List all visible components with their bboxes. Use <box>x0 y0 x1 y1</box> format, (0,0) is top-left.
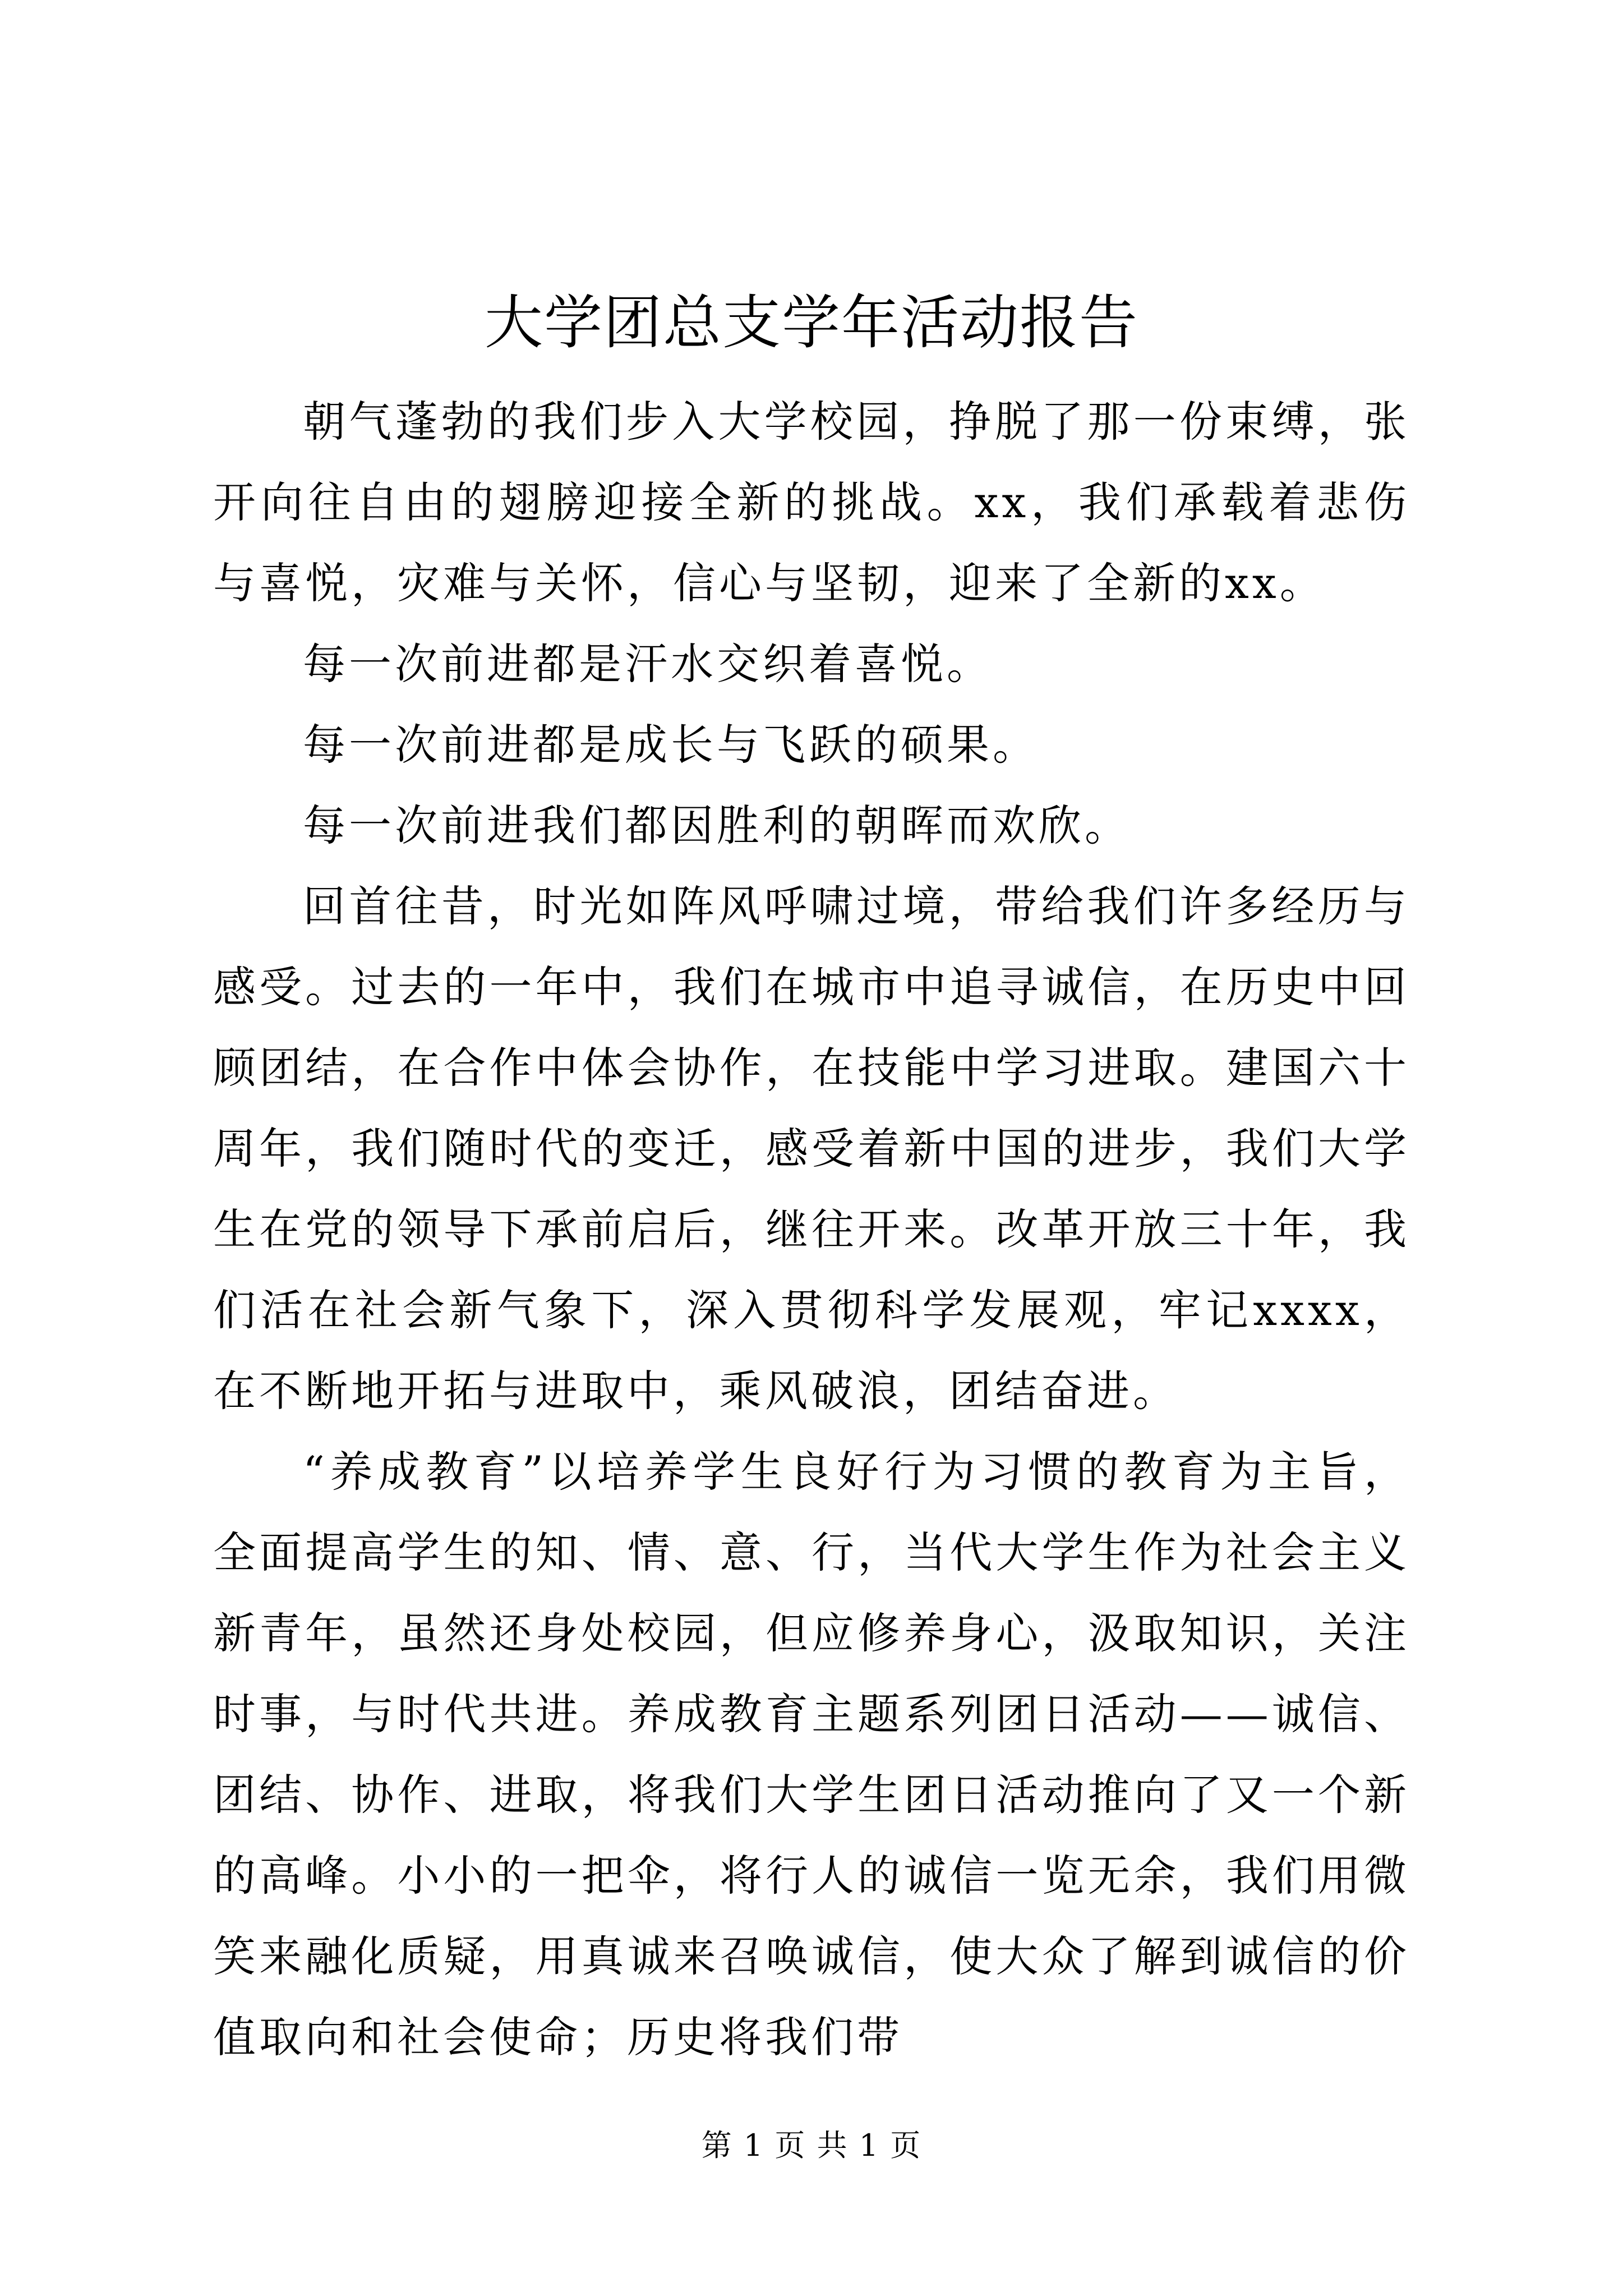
document-title: 大学团总支学年活动报告 <box>484 288 1138 357</box>
paragraph-1: 朝气蓬勃的我们步入大学校园，挣脱了那一份束缚，张开向往自由的翅膀迎接全新的挑战。xx，我们承载着悲伤与喜悦，灾难与关怀，信心与坚韧，迎来了全新的xx。 <box>213 397 1410 608</box>
paragraph-2: 每一次前进都是汗水交织着喜悦。 <box>303 639 993 689</box>
document-body <box>213 381 1410 2078</box>
paragraph-5: 回首往昔，时光如阵风呼啸过境，带给我们许多经历与感受。过去的一年中，我们在城市中追寻诚信，在历史中回顾团结，在合作中体会协作，在技能中学习进取。建国六十周年，我们随时代的变迁，感受着新中国的进步，我们大学生在党的领导下承前启后，继往开来。改革开放三十年，我们活在社会新气象下，深入贯彻科学发展观，牢记xxxx，在不断地开拓与进取中，乘风破浪，团结奋进。 <box>213 881 1410 1416</box>
paragraph-6: “养成教育”以培养学生良好行为习惯的教育为主旨，全面提高学生的知、情、意、行，当代大学生作为社会主义新青年，虽然还身处校园，但应修养身心，汲取知识，关注时事，与时代共进。养成教育主题系列团日活动——诚信、团结、协作、进取，将我们大学生团日活动推向了又一个新的高峰。小小的一把伞，将行人的诚信一览无余，我们用微笑来融化质疑，用真诚来召唤诚信，使大众了解到诚信的价值取向和社会使命；历史将我们带 <box>213 1447 1410 2062</box>
paragraph-3: 每一次前进都是成长与飞跃的硕果。 <box>303 720 1039 770</box>
page-number-footer: 第 1 页 共 1 页 <box>701 2128 922 2163</box>
paragraph-4: 每一次前进我们都因胜利的朝晖而欢欣。 <box>303 800 1131 850</box>
